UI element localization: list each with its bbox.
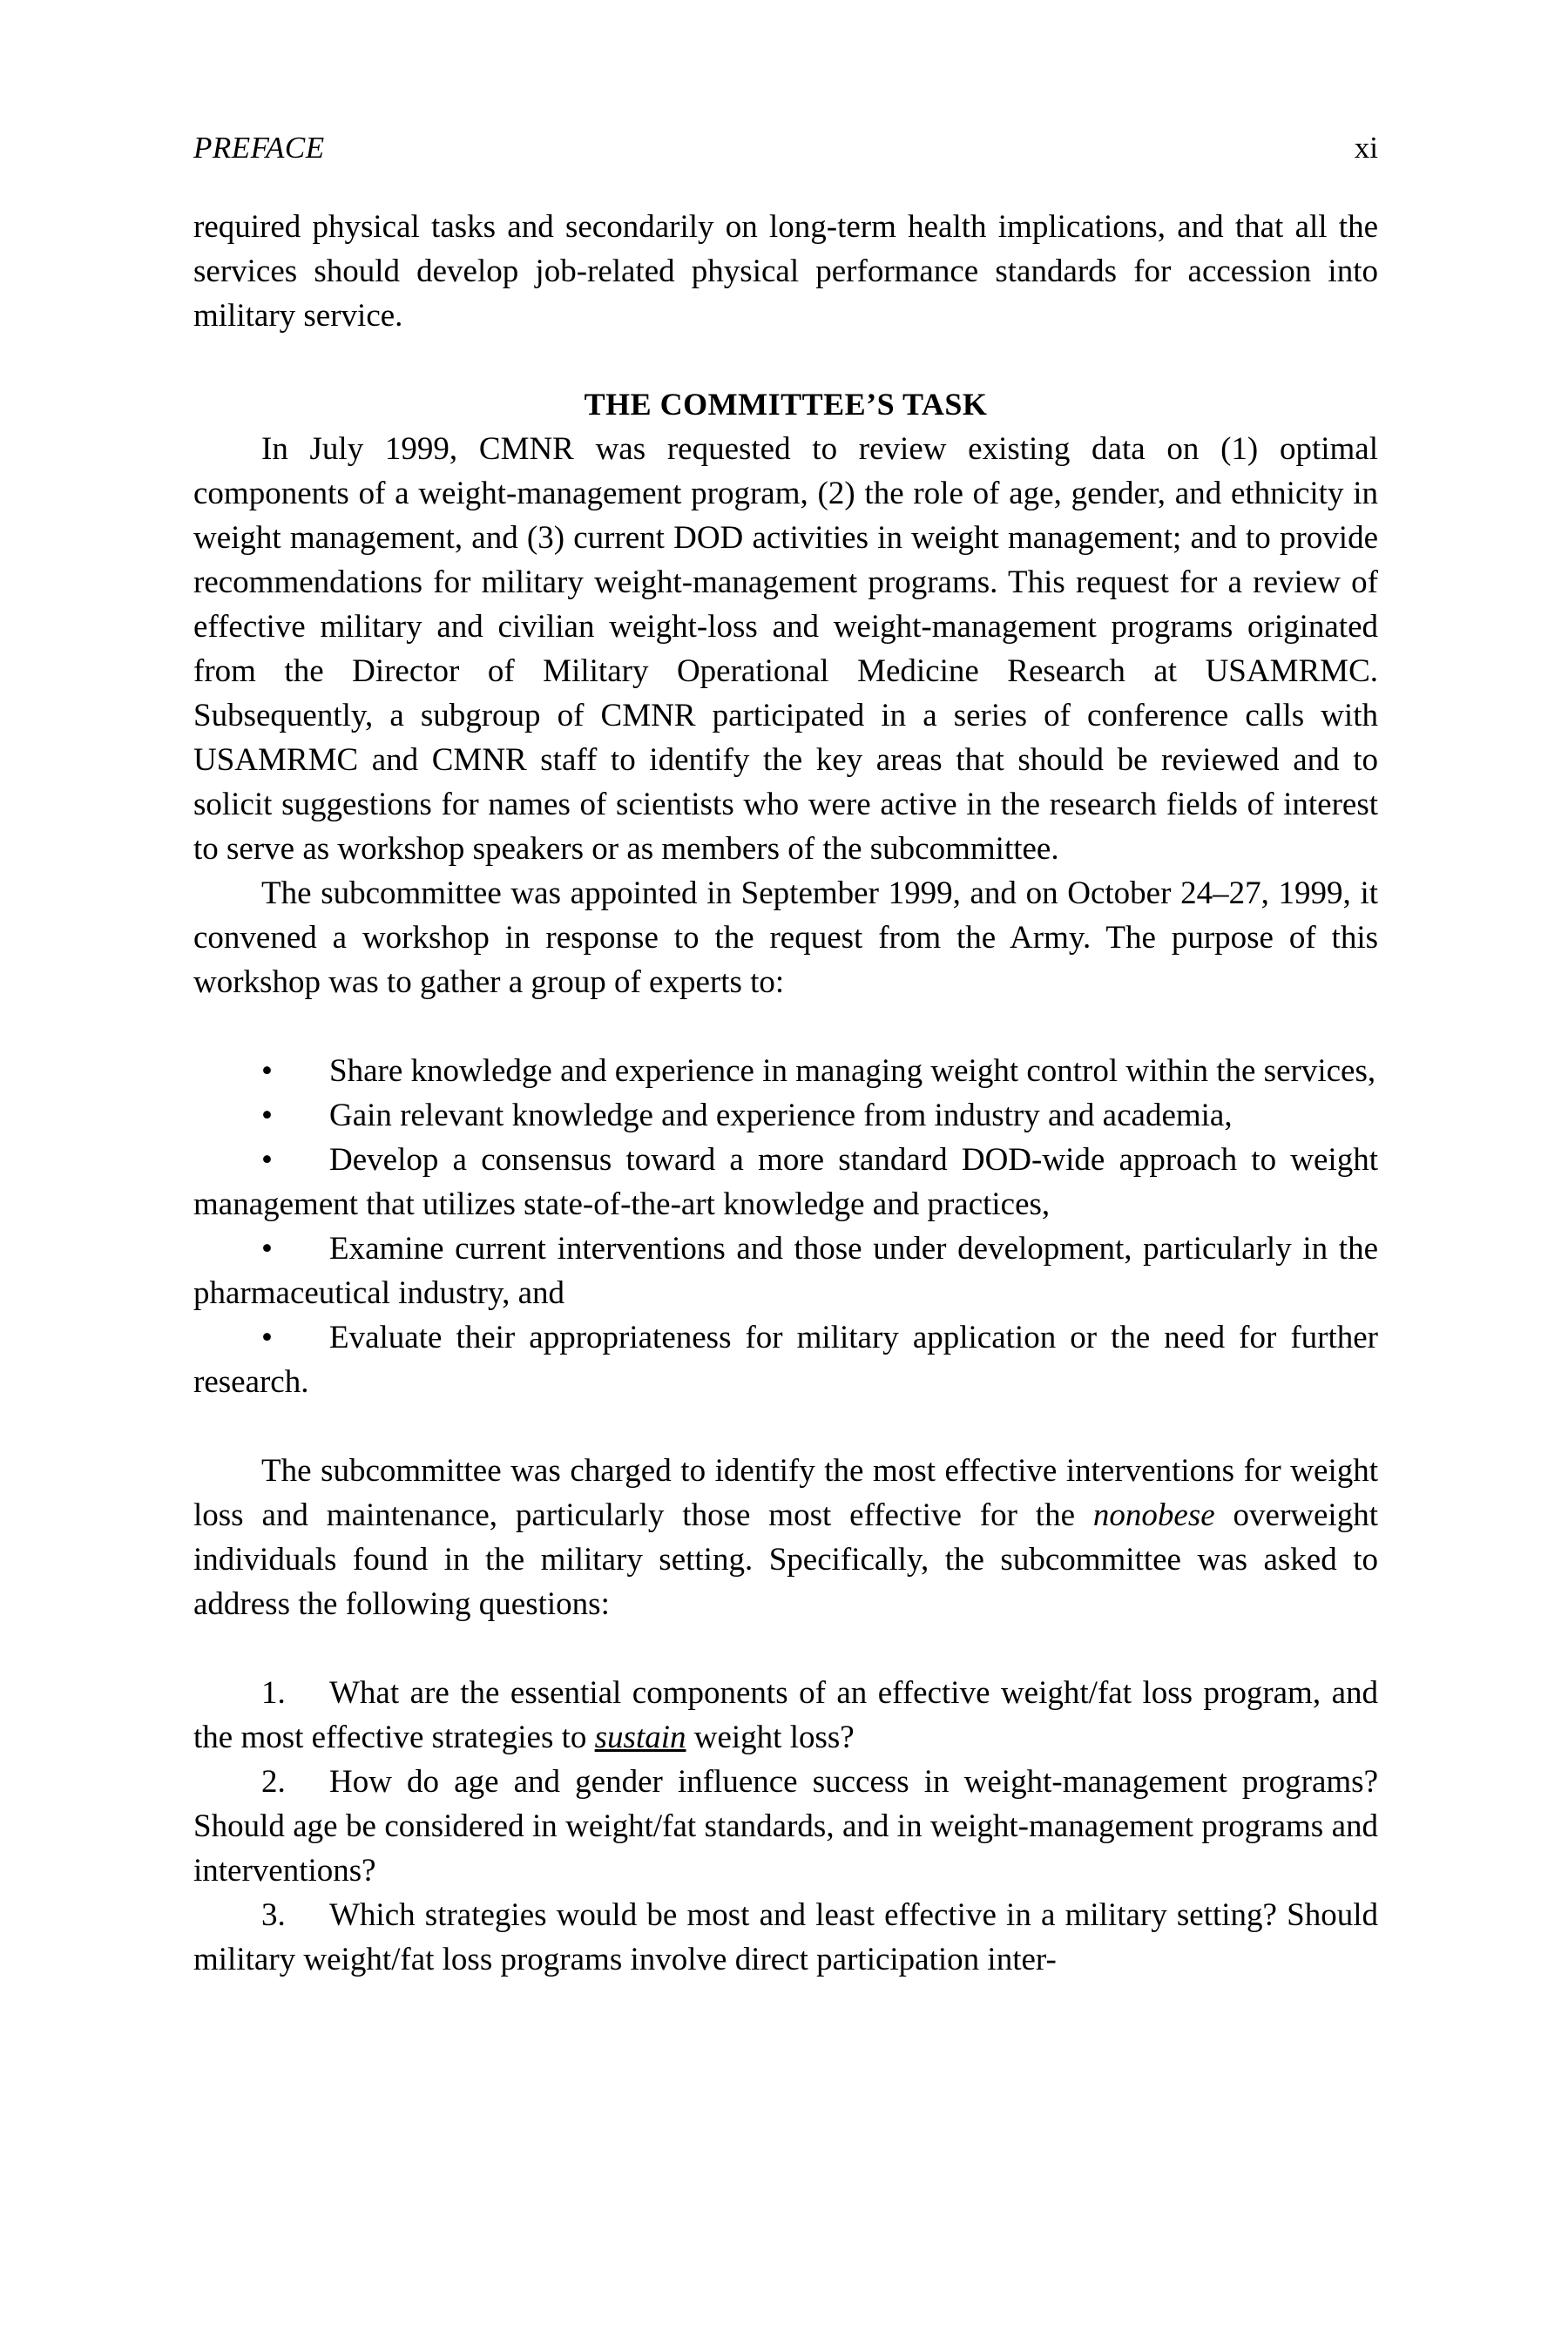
paragraph-charge [193, 1449, 1378, 1626]
body-text [193, 205, 1378, 1982]
question-emphasis: sustain [594, 1720, 686, 1755]
question-item [193, 1893, 1378, 1982]
question-item [193, 1671, 1378, 1760]
charge-text-start: The subcommittee was charged to identify the most effective interventions for weight loss and maintenance, particularly those most effective for the [193, 1453, 1378, 1533]
running-title: PREFACE [193, 131, 325, 165]
list-item [193, 1093, 1378, 1138]
continuation-paragraph: required physical tasks and secondarily on long-term health implications, and that all the services should develop job-related physical performance standards for accession into military service. [193, 209, 1378, 334]
question-number: 1. [261, 1675, 286, 1711]
section-heading: THE COMMITTEE’S TASK [584, 387, 988, 422]
question-text-end: weight loss? [686, 1720, 855, 1755]
question-list [193, 1671, 1378, 1982]
paragraph-request: In July 1999, CMNR was requested to review existing data on (1) optimal components of a weight-management program, (2) the role of age, gender, and ethnicity in weight management, and (3) current DOD activities in weight management; and to provide recommendations for military weight-management programs. This request for a review of effective military and civilian weight-loss and weight-management programs originated from the Director of Military Operational Medicine Research at USAMRMC. Subsequently, a subgroup of CMNR participated in a series of conference calls with USAMRMC and CMNR staff to identify the key areas that should be reviewed and to solicit suggestions for names of scientists who were active in the research fields of interest to serve as workshop speakers or as members of the subcommittee. [193, 431, 1378, 867]
list-item [193, 1138, 1378, 1227]
bullet-icon: • [261, 1142, 273, 1178]
charge-text-end: overweight individuals found in the military setting. Specifically, the subcommittee was asked to address the following questions: [193, 1497, 1378, 1622]
question-text: Which strategies would be most and least effective in a military setting? Should military weight/fat loss programs involve direct participation inter- [193, 1897, 1378, 1977]
list-item-text: Develop a consensus toward a more standard DOD-wide approach to weight management that utilizes state-of-the-art knowledge and practices, [193, 1142, 1378, 1222]
list-item [193, 1315, 1378, 1404]
question-number: 3. [261, 1897, 286, 1933]
bullet-icon: • [261, 1320, 273, 1355]
running-header [193, 131, 1378, 174]
question-number: 2. [261, 1764, 286, 1800]
charge-italic-term: nonobese [1092, 1497, 1215, 1533]
list-item-text: Gain relevant knowledge and experience from industry and academia, [329, 1098, 1233, 1133]
list-item-text: Share knowledge and experience in managing weight control within the services, [329, 1053, 1376, 1089]
workshop-purpose-list [193, 1049, 1378, 1404]
question-text-start: What are the essential components of an effective weight/fat loss program, and the most effective strategies to [193, 1675, 1378, 1755]
bullet-icon: • [261, 1098, 273, 1133]
question-item [193, 1760, 1378, 1893]
bullet-icon: • [261, 1231, 273, 1267]
page-number: xi [1354, 131, 1378, 165]
list-item-text: Examine current interventions and those under development, particularly in the pharmaceutical industry, and [193, 1231, 1378, 1311]
list-item [193, 1227, 1378, 1315]
paragraph-workshop: The subcommittee was appointed in September 1999, and on October 24–27, 1999, it convened a workshop in response to the request from the Army. The purpose of this workshop was to gather a group of experts to: [193, 875, 1378, 1000]
list-item-text: Evaluate their appropriateness for military application or the need for further research. [193, 1320, 1378, 1400]
list-item [193, 1049, 1378, 1093]
bullet-icon: • [261, 1053, 273, 1089]
question-text: How do age and gender influence success in weight-management programs? Should age be considered in weight/fat standards, and in weight-management programs and interventions? [193, 1764, 1378, 1889]
